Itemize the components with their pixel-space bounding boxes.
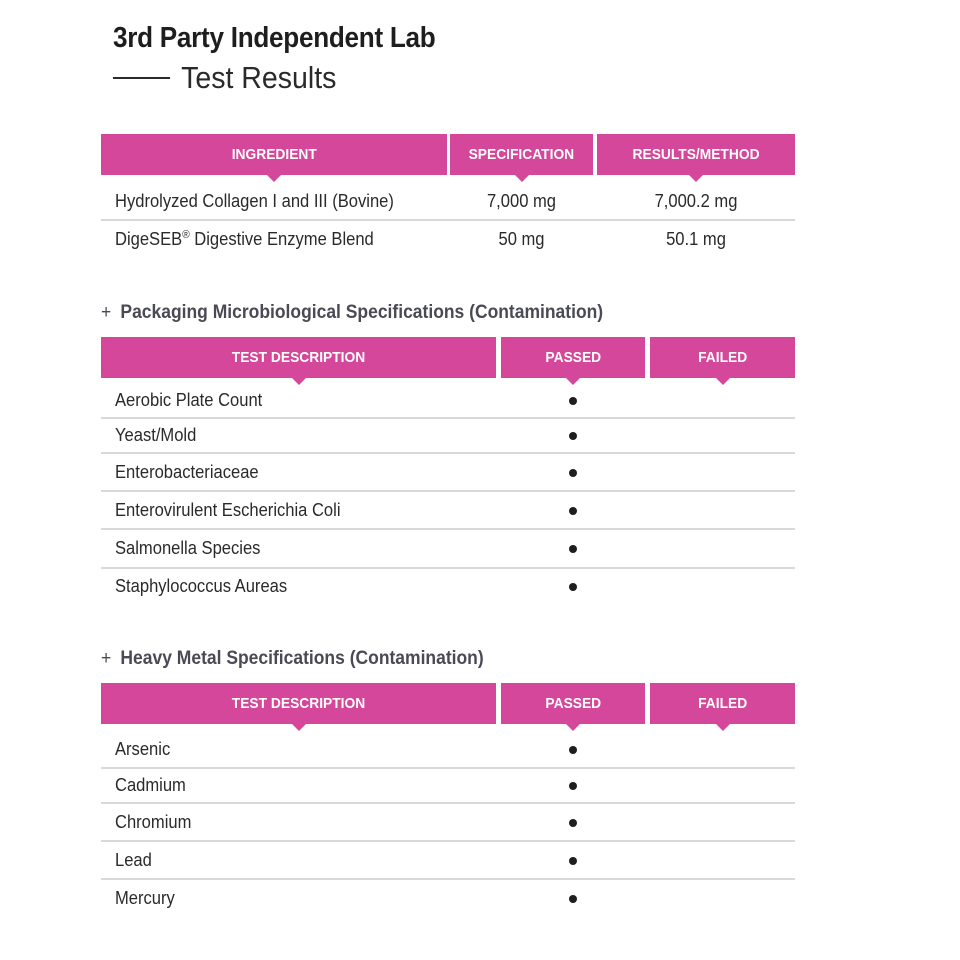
test-name: Lead bbox=[115, 850, 152, 870]
test-name: Yeast/Mold bbox=[115, 425, 197, 445]
row-divider bbox=[101, 878, 795, 880]
header-failed: FAILED bbox=[650, 337, 795, 378]
test-name: Enterobacteriaceae bbox=[115, 462, 259, 482]
header-specification: SPECIFICATION bbox=[450, 134, 593, 175]
passed-dot-icon bbox=[569, 469, 577, 477]
test-name: Salmonella Species bbox=[115, 538, 261, 558]
test-name: Arsenic bbox=[115, 739, 171, 759]
test-name: Staphylococcus Aureas bbox=[115, 576, 288, 596]
test-name: Enterovirulent Escherichia Coli bbox=[115, 500, 341, 520]
header-failed: FAILED bbox=[650, 683, 795, 724]
row-divider bbox=[101, 528, 795, 530]
ingredient-result: 50.1 mg bbox=[666, 229, 726, 249]
plus-icon: + bbox=[101, 648, 112, 669]
subtitle-text: Test Results bbox=[181, 60, 337, 95]
row-divider bbox=[101, 452, 795, 454]
section-title-micro[interactable]: + Packaging Microbiological Specifications (Contamination) bbox=[101, 302, 604, 323]
passed-dot-icon bbox=[569, 895, 577, 903]
row-divider bbox=[101, 219, 795, 221]
row-divider bbox=[101, 567, 795, 569]
header-passed: PASSED bbox=[501, 683, 645, 724]
test-name: Mercury bbox=[115, 888, 175, 908]
ingredient-name: Hydrolyzed Collagen I and III (Bovine) bbox=[115, 191, 394, 211]
passed-dot-icon bbox=[569, 432, 577, 440]
ingredient-result: 7,000.2 mg bbox=[654, 191, 738, 211]
page-title: 3rd Party Independent Lab bbox=[113, 22, 436, 54]
row-divider bbox=[101, 767, 795, 769]
test-name: Chromium bbox=[115, 812, 192, 832]
ingredient-name: DigeSEB® Digestive Enzyme Blend bbox=[115, 229, 374, 249]
page-subtitle bbox=[113, 60, 336, 96]
passed-dot-icon bbox=[569, 397, 577, 405]
row-divider bbox=[101, 490, 795, 492]
row-divider bbox=[101, 417, 795, 419]
row-divider bbox=[101, 802, 795, 804]
row-divider bbox=[101, 840, 795, 842]
passed-dot-icon bbox=[569, 545, 577, 553]
passed-dot-icon bbox=[569, 857, 577, 865]
ingredient-spec: 50 mg bbox=[498, 229, 545, 249]
plus-icon: + bbox=[101, 302, 112, 323]
header-test-description: TEST DESCRIPTION bbox=[101, 683, 496, 724]
test-name: Cadmium bbox=[115, 775, 186, 795]
passed-dot-icon bbox=[569, 507, 577, 515]
test-name: Aerobic Plate Count bbox=[115, 390, 263, 410]
section-title-metals[interactable]: + Heavy Metal Specifications (Contamination) bbox=[101, 648, 484, 669]
header-ingredient: INGREDIENT bbox=[101, 134, 447, 175]
passed-dot-icon bbox=[569, 819, 577, 827]
header-results: RESULTS/METHOD bbox=[597, 134, 795, 175]
passed-dot-icon bbox=[569, 583, 577, 591]
passed-dot-icon bbox=[569, 746, 577, 754]
dash-divider bbox=[113, 77, 170, 79]
ingredient-spec: 7,000 mg bbox=[486, 191, 557, 211]
header-passed: PASSED bbox=[501, 337, 645, 378]
passed-dot-icon bbox=[569, 782, 577, 790]
header-test-description: TEST DESCRIPTION bbox=[101, 337, 496, 378]
